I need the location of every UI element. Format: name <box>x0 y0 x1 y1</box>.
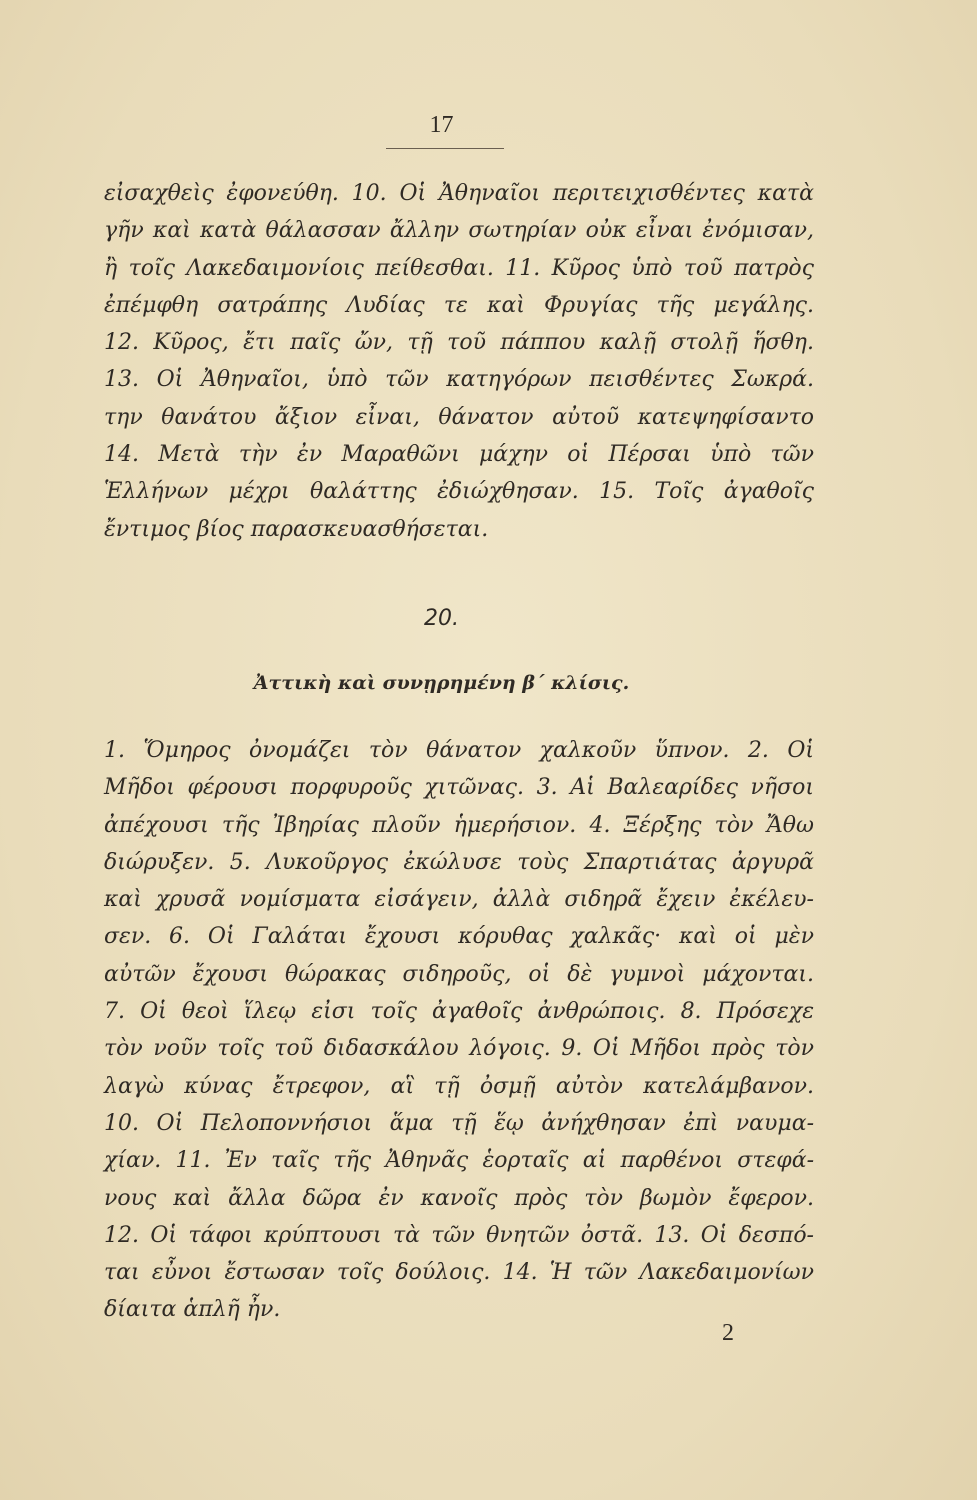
text-line: σεν. 6. Οἱ Γαλάται ἔχουσι κόρυθας χαλκᾶς· καὶ οἱ μὲν <box>104 924 814 950</box>
text-line: ται εὖνοι ἔστωσαν τοῖς δούλοις. 14. Ἡ τῶν Λακεδαιμονίων <box>104 1260 814 1286</box>
top-paragraph <box>104 175 814 548</box>
text-line: 10. Οἱ Πελοποννήσιοι ἅμα τῇ ἕῳ ἀνήχθησαν ἐπὶ ναυμα- <box>104 1110 814 1136</box>
text-line: 14. Μετὰ τὴν ἐν Μαραθῶνι μάχην οἱ Πέρσαι ὑπὸ τῶν <box>104 442 814 468</box>
section-title: Ἀττικὴ καὶ συνῃρημένη β΄ κλίσις. <box>253 672 630 694</box>
text-line: 7. Οἱ θεοὶ ἵλεῳ εἰσι τοῖς ἀγαθοῖς ἀνθρώποις. 8. Πρόσεχε <box>104 999 814 1025</box>
text-line: λαγὼ κύνας ἔτρεφον, αἳ τῇ ὀσμῇ αὐτὸν κατελάμβανον. <box>104 1073 814 1099</box>
text-line: τὸν νοῦν τοῖς τοῦ διδασκάλου λόγοις. 9. Οἱ Μῆδοι πρὸς τὸν <box>104 1036 814 1062</box>
text-line: ἢ τοῖς Λακεδαιμονίοις πείθεσθαι. 11. Κῦρος ὑπὸ τοῦ πατρὸς <box>104 255 814 281</box>
text-line: γῆν καὶ κατὰ θάλασσαν ἄλλην σωτηρίαν οὐκ εἶναι ἐνόμισαν, <box>104 218 814 244</box>
section-number: 20. <box>424 606 459 631</box>
text-line: δίαιτα ἁπλῆ ἦν. <box>104 1297 281 1323</box>
signature-mark: 2 <box>722 1320 734 1346</box>
text-line: αὐτῶν ἔχουσι θώρακας σιδηροῦς, οἱ δὲ γυμνοὶ μάχονται. <box>104 961 814 987</box>
text-line: καὶ χρυσᾶ νομίσματα εἰσάγειν, ἀλλὰ σιδηρᾶ ἔχειν ἐκέλευ- <box>104 887 814 913</box>
text-line: χίαν. 11. Ἐν ταῖς τῆς Ἀθηνᾶς ἑορταῖς αἱ παρθένοι στεφά- <box>104 1148 814 1174</box>
text-line: ἐπέμφθη σατράπης Λυδίας τε καὶ Φρυγίας τῆς μεγάλης. <box>104 292 814 318</box>
text-line: Ἑλλήνων μέχρι θαλάττης ἐδιώχθησαν. 15. Τοῖς ἀγαθοῖς <box>104 479 814 505</box>
header-rule <box>386 148 504 149</box>
text-line: ἀπέχουσι τῆς Ἰβηρίας πλοῦν ἡμερήσιον. 4. Ξέρξης τὸν Ἄθω <box>104 812 814 838</box>
text-line: 13. Οἱ Ἀθηναῖοι, ὑπὸ τῶν κατηγόρων πεισθέντες Σωκρά. <box>104 367 814 393</box>
text-line: ἔντιμος βίος παρασκευασθήσεται. <box>104 516 489 542</box>
text-line: την θανάτου ἄξιον εἶναι, θάνατον αὐτοῦ κατεψηφίσαντο <box>104 404 814 430</box>
text-line: 1. Ὅμηρος ὀνομάζει τὸν θάνατον χαλκοῦν ὕπνον. 2. Οἱ <box>104 738 814 763</box>
text-line: 12. Κῦρος, ἔτι παῖς ὤν, τῇ τοῦ πάππου καλῇ στολῇ ἥσθη. <box>104 330 814 356</box>
text-line: εἰσαχθεὶς ἐφονεύθη. 10. Οἱ Ἀθηναῖοι περιτειχισθέντες κατὰ <box>104 181 814 206</box>
text-line: Μῆδοι φέρουσι πορφυροῦς χιτῶνας. 3. Αἱ Βαλεαρίδες νῆσοι <box>104 775 814 801</box>
text-line: νους καὶ ἄλλα δῶρα ἐν κανοῖς πρὸς τὸν βωμὸν ἔφερον. <box>104 1185 814 1211</box>
text-line: 12. Οἱ τάφοι κρύπτουσι τὰ τῶν θνητῶν ὀστᾶ. 13. Οἱ δεσπό- <box>104 1222 814 1248</box>
bottom-paragraph <box>104 732 814 1329</box>
page-number: 17 <box>429 112 454 138</box>
text-line: διώρυξεν. 5. Λυκοῦργος ἐκώλυσε τοὺς Σπαρτιάτας ἀργυρᾶ <box>104 849 814 875</box>
